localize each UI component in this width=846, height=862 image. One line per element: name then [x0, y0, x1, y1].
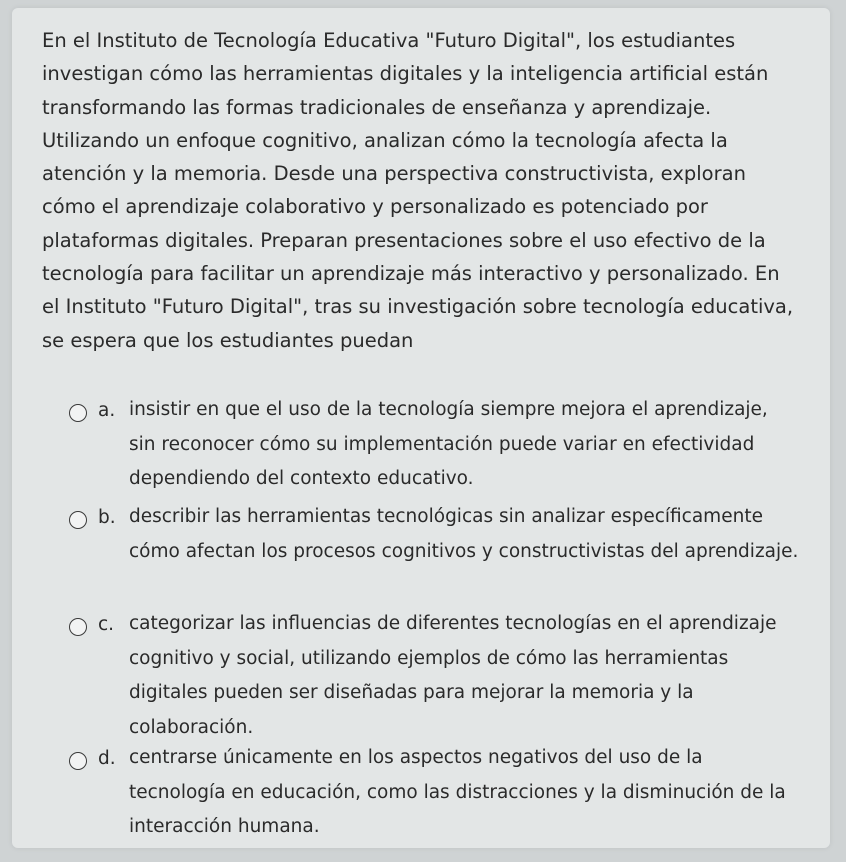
- option-b-text: describir las herramientas tecnológicas sin analizar específicamente cómo afectan los procesos cognitivos y constructivistas del aprendizaje.: [129, 506, 799, 562]
- option-c-text: categorizar las influencias de diferentes tecnologías en el aprendizaje cognitivo y social, utilizando ejemplos de cómo las herramientas digitales pueden ser diseñadas para mejorar la memoria y la colaboración.: [129, 613, 777, 738]
- option-b-letter: b.: [98, 507, 116, 528]
- option-d-letter: d.: [98, 748, 116, 769]
- option-a-text: insistir en que el uso de la tecnología siempre mejora el aprendizaje, sin reconocer cómo su implementación puede variar en efectividad dependiendo del contexto educativo.: [129, 399, 768, 490]
- question-text: En el Instituto de Tecnología Educativa "Futuro Digital", los estudiantes investigan cómo las herramientas digitales y la inteligencia artificial están transformando las formas tradicionales de enseñanza y aprendizaje. Utilizando un enfoque cognitivo, analizan cómo la tecnología afecta la atención y la memoria. Desde una perspectiva constructivista, exploran cómo el aprendizaje colaborativo y personalizado es potenciado por plataformas digitales. Preparan presentaciones sobre el uso efectivo de la tecnología para facilitar un aprendizaje más interactivo y personalizado. En el Instituto "Futuro Digital", tras su investigación sobre tecnología educativa, se espera que los estudiantes puedan: [42, 29, 794, 352]
- option-c-letter: c.: [98, 614, 115, 635]
- answer-options: [12, 8, 830, 848]
- radio-option-b[interactable]: [69, 511, 87, 529]
- radio-option-d[interactable]: [69, 752, 87, 770]
- option-d-text: centrarse únicamente en los aspectos negativos del uso de la tecnología en educación, como las distracciones y la disminución de la interacción humana.: [129, 747, 786, 838]
- radio-option-c[interactable]: [69, 618, 87, 636]
- option-a-letter: a.: [98, 400, 116, 421]
- question-card: [12, 8, 830, 848]
- radio-option-a[interactable]: [69, 404, 87, 422]
